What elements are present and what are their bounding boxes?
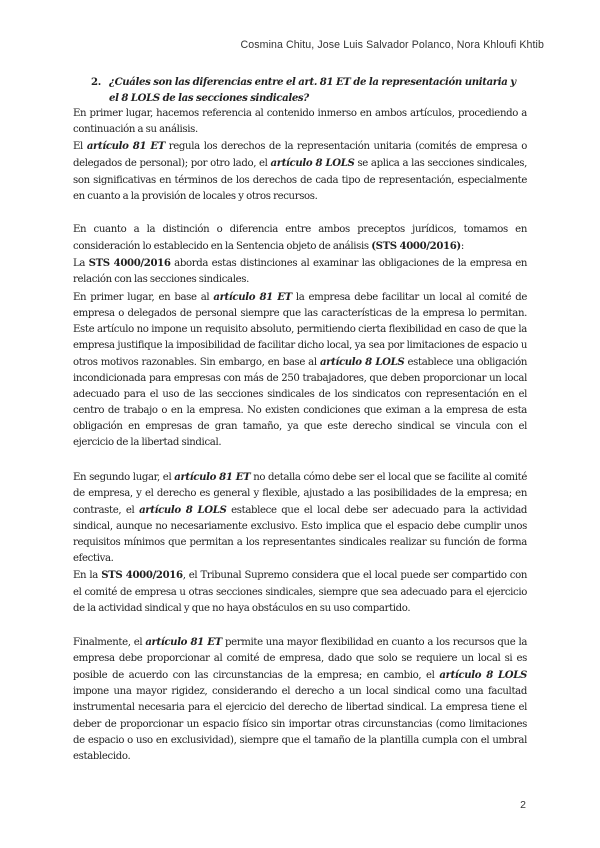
term-art81: artículo 81 ET (145, 636, 222, 649)
paragraph-articles-overview: El artículo 81 ET regula los derechos de la representación unitaria (comités de empresa o delegados de personal); por otro lado, el artículo 8 LOLS se aplica a las secciones sindicales, son significativas en términos de los derechos de cada tipo de representación, especialmente en cuanto a la provisión de locales y otros recursos. (73, 140, 528, 202)
term-art8: artículo 8 LOLS (270, 157, 355, 170)
term-sts: STS 4000/2016 (101, 569, 183, 582)
question-text: ¿Cuáles son las diferencias entre el art. 81 ET de la representación unitaria y el 8 LOLS de las secciones sindicales? (109, 76, 516, 105)
term-art81: artículo 81 ET (86, 140, 165, 153)
paragraph-sts: La STS 4000/2016 aborda estas distinciones al examinar las obligaciones de la empresa en relación con las secciones sindicales. (73, 257, 528, 286)
term-art8: artículo 8 LOLS (439, 669, 527, 682)
term-art8: artículo 8 LOLS (139, 504, 227, 517)
paragraph-supreme-court: En la STS 4000/2016, el Tribunal Supremo considera que el local puede ser compartido con el comité de empresa u otras secciones sindicales, siempre que sea adecuado para el ejercicio de la actividad sindical y que no haya obstáculos en su uso compartido. (73, 569, 527, 614)
paragraph-gap (73, 451, 527, 468)
term-art81: artículo 81 ET (174, 470, 251, 483)
page-number: 2 (520, 799, 526, 811)
page-header-authors: Cosmina Chitu, Jose Luis Salvador Polanco, Nora Khloufi Khtib (240, 39, 544, 51)
question-heading (91, 74, 527, 106)
paragraph-distinction: En cuanto a la distinción o diferencia entre ambos preceptos jurídicos, tomamos en consideración lo establecido en la Sentencia objeto de análisis (STS 4000/2016): (73, 224, 527, 253)
paragraph-gap (73, 205, 527, 222)
term-sts: STS 4000/2016 (88, 257, 171, 270)
paragraph-second-point: En segundo lugar, el artículo 81 ET no detalla cómo debe ser el local que se facilite al comité de empresa, y el derecho es general y flexible, ajustado a las posibilidades de la empresa; en contraste, el artículo 8 LOLS establece que el local debe ser adecuado para la actividad sindical, aunque no necesariamente exclusivo. Esto implica que el espacio debe cumplir unos requisitos mínimos que permitan a los representantes sindicales realizar su función de forma efectiva. (73, 470, 528, 565)
term-art81: artículo 81 ET (213, 290, 292, 303)
question-number: 2. (91, 76, 101, 88)
document-body (73, 74, 527, 765)
term-sts-paren: (STS 4000/2016) (371, 240, 461, 253)
paragraph-first-point: En primer lugar, en base al artículo 81 ET la empresa debe facilitar un local al comité de empresa o delegados de personal siempre que las características de la empresa lo permitan. Este artículo no impone un requisito absoluto, permitiendo cierta flexibilidad en caso de que la empresa justifique la imposibilidad de facilitar dicho local, ya sea por limitaciones de espacio u otros motivos razonables. Sin embargo, en base al artículo 8 LOLS establece una obligación incondicionada para empresas con más de 250 trabajadores, que deben proporcionar un local adecuado para el uso de las secciones sindicales de los sindicatos con representación en el centro de trabajo o en la empresa. No existen condiciones que eximan a la empresa de esta obligación en empresas de gran tamaño, ya que este derecho sindical se vincula con el ejercicio de la libertad sindical. (73, 290, 528, 449)
paragraph-gap (73, 617, 527, 634)
term-art8: artículo 8 LOLS (319, 355, 405, 368)
paragraph-finally: Finalmente, el artículo 81 ET permite una mayor flexibilidad en cuanto a los recursos que la empresa debe proporcionar al comité de empresa, dado que solo se requiere un local si es posible de acuerdo con las circunstancias de la empresa; en cambio, el artículo 8 LOLS impone una mayor rigidez, considerando el derecho a un local sindical como una facultad instrumental necesaria para el ejercicio del derecho de libertad sindical. La empresa tiene el deber de proporcionar un espacio físico sin importar otras circunstancias (como limitaciones de espacio o uso en exclusividad), siempre que el tamaño de la plantilla cumpla con el umbral establecido. (73, 636, 528, 762)
paragraph-intro: En primer lugar, hacemos referencia al contenido inmerso en ambos artículos, procediendo a continuación a su análisis. (73, 108, 527, 136)
